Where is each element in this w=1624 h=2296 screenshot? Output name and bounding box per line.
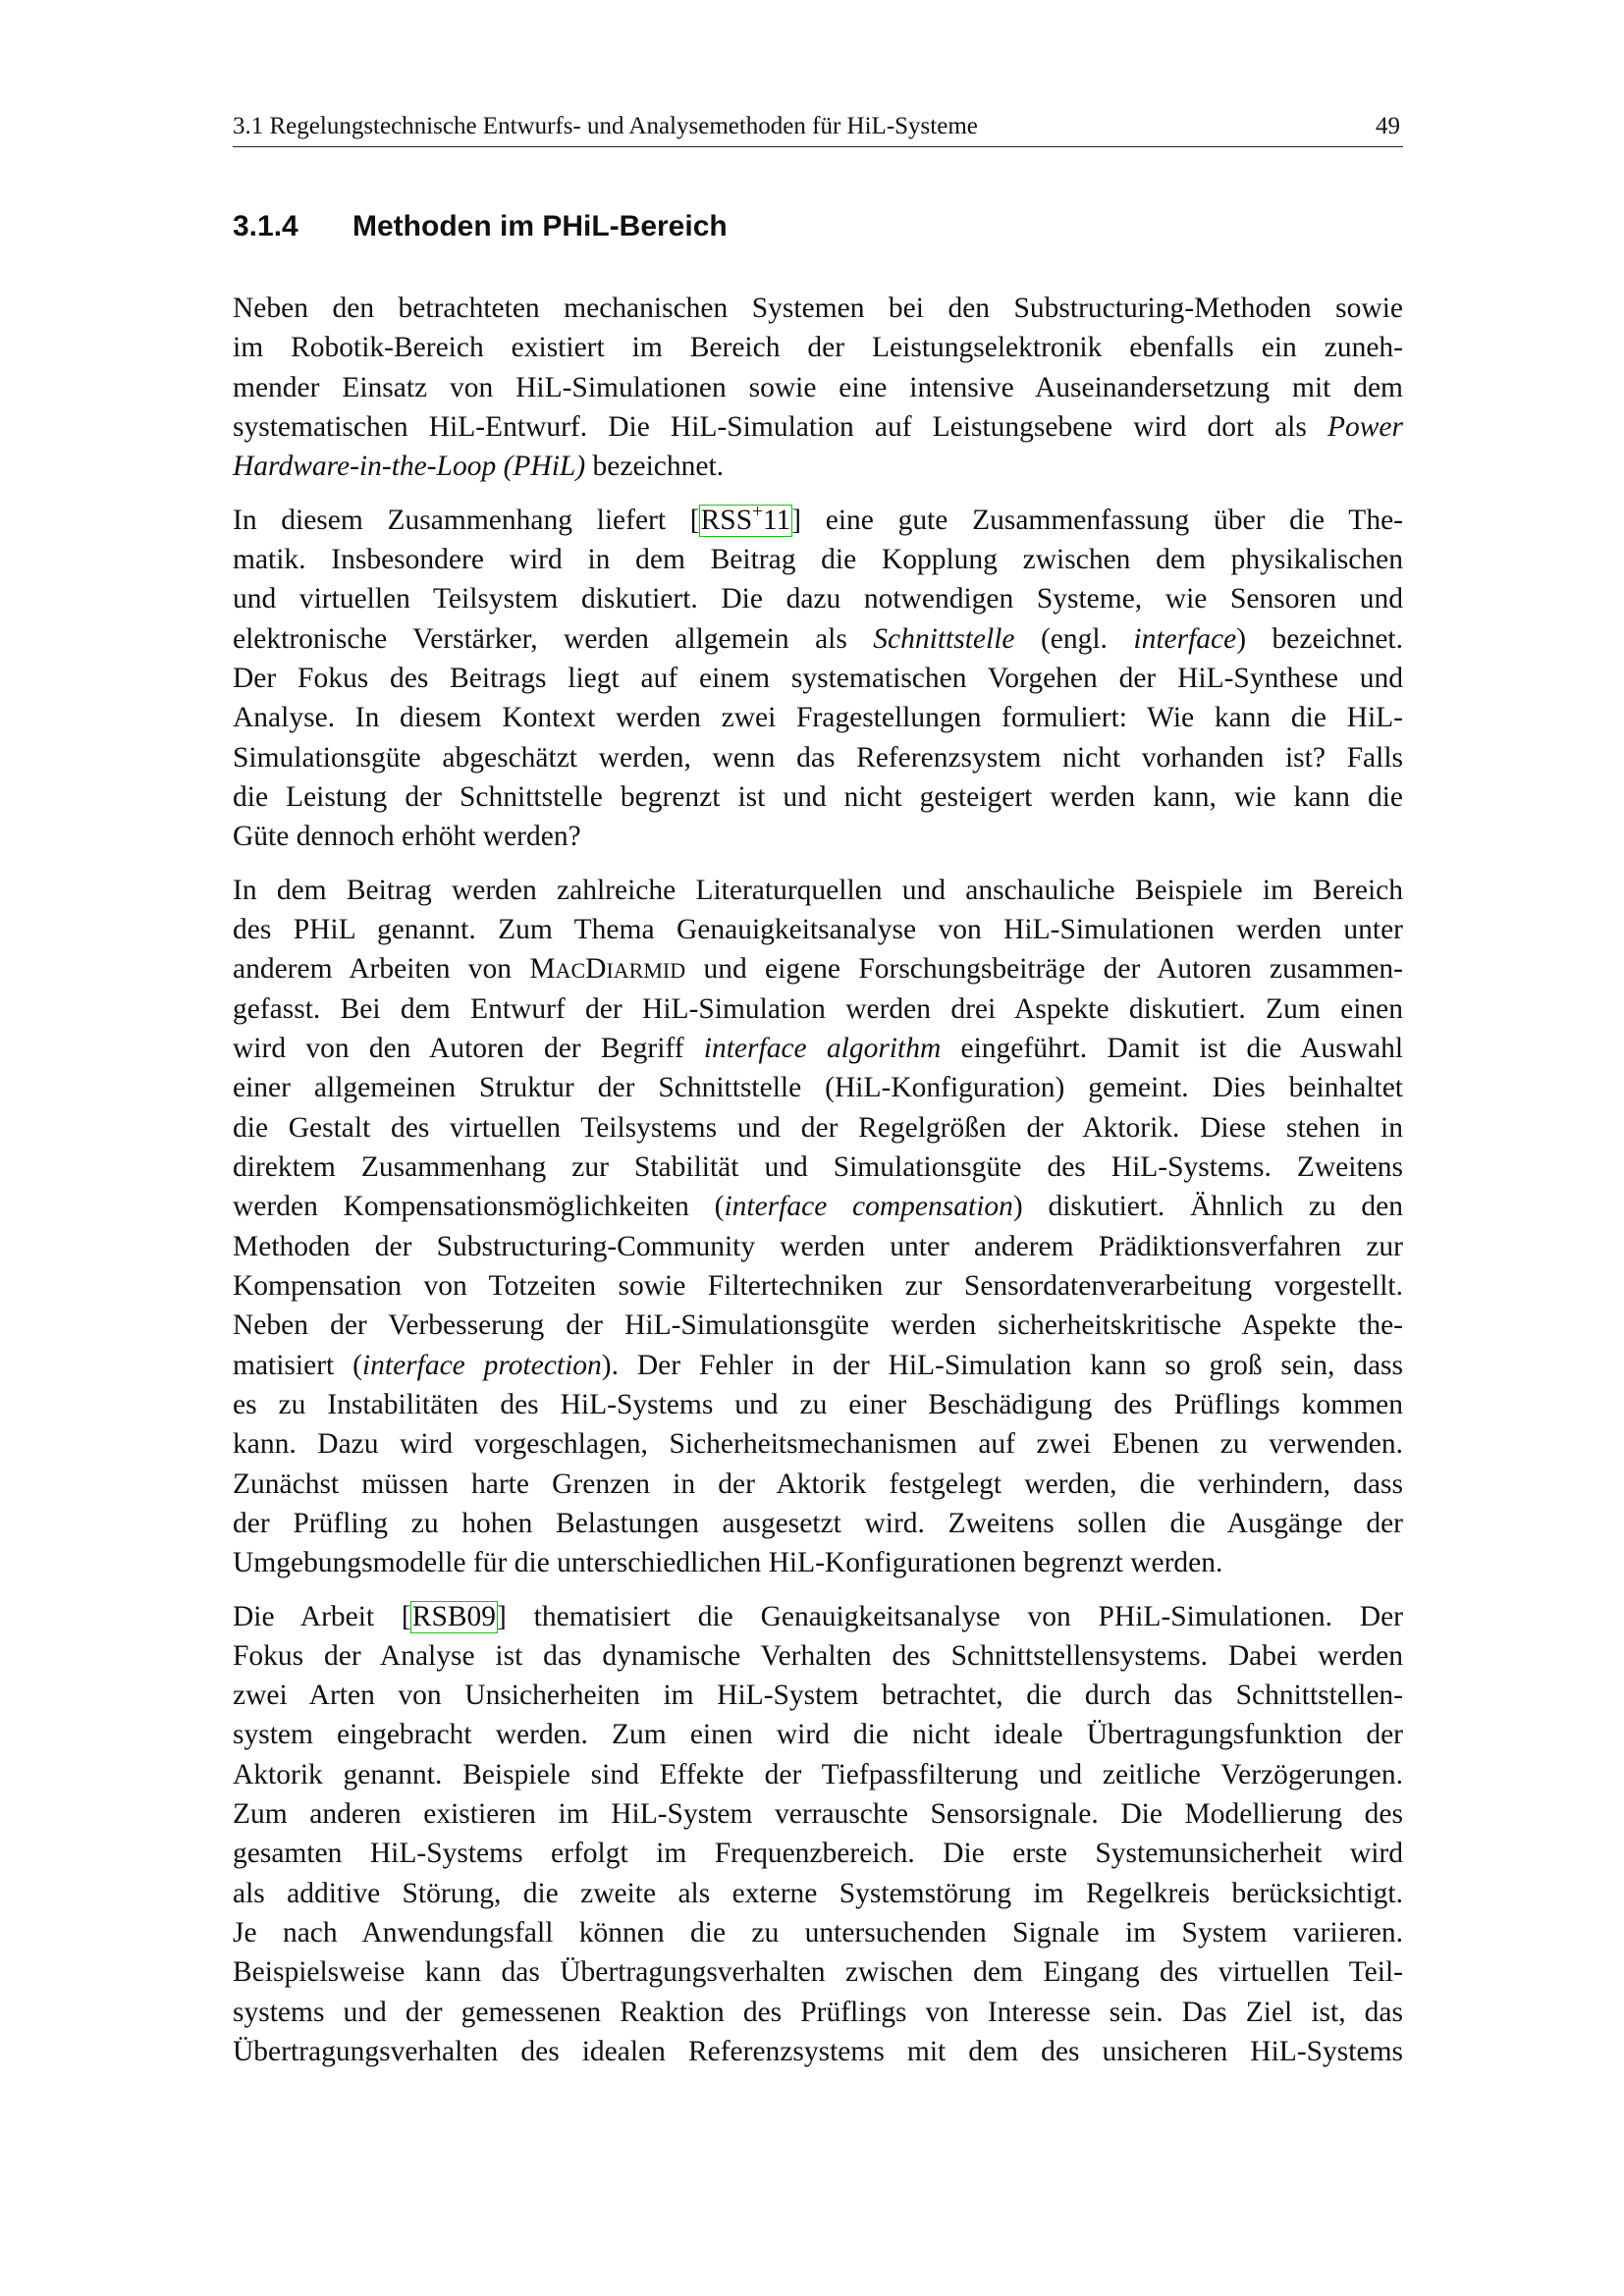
text-line: direktem Zusammenhang zur Stabilität und Simulationsgüte des HiL-Systems. Zweitens (233, 1150, 1403, 1183)
emphasis: interface compensation (724, 1191, 1013, 1223)
text-line: gesamten HiL-Systems erfolgt im Frequenzbereich. Die erste Systemunsicherheit wird (233, 1838, 1403, 1870)
text-line: Beispielsweise kann das Übertragungsverhalten zwischen dem Eingang des virtuellen Teil- (233, 1956, 1403, 1989)
text-line: Übertragungsverhalten des idealen Referenzsystems mit dem des unsicheren HiL-Systems (233, 2036, 1403, 2068)
text-line (233, 1187, 1403, 1226)
text-run: (engl. (1040, 622, 1108, 655)
text-line: In dem Beitrag werden zahlreiche Literaturquellen und anschauliche Beispiele im Bereich (233, 874, 1403, 906)
page-number: 49 (1376, 113, 1400, 139)
text-run: ). Der Fehler in der HiL-Simulation kann so groß sein, dass (601, 1349, 1403, 1381)
emphasis: Hardware-in-the-Loop (PHiL) (233, 451, 586, 483)
paragraph (233, 1597, 1403, 2072)
text-line (233, 1346, 1403, 1385)
text-line: Der Fokus des Beitrags liegt auf einem systematischen Vorgehen der HiL-Synthese und (233, 662, 1403, 694)
text-line: kann. Dazu wird vorgeschlagen, Sicherheitsmechanismen auf zwei Ebenen zu verwenden. (233, 1428, 1403, 1461)
text-line: Je nach Anwendungsfall können die zu untersuchenden Signale im System variieren. (233, 1917, 1403, 1949)
paragraph (233, 289, 1403, 487)
text-line (233, 619, 1403, 659)
text-line: Methoden der Substructuring-Community werden unter anderem Prädiktionsverfahren zur (233, 1230, 1403, 1262)
text-line: Güte dennoch erhöht werden? (233, 821, 581, 853)
text-line: Simulationsgüte abgeschätzt werden, wenn das Referenzsystem nicht vorhanden ist? Falls (233, 741, 1403, 774)
text-run: werden Kompensationsmöglichkeiten ( (233, 1191, 725, 1223)
citation-superscript: + (752, 501, 763, 522)
text-line: Kompensation von Totzeiten sowie Filtertechniken zur Sensordatenverarbeitung vorgestellt. (233, 1269, 1403, 1302)
text-line: einer allgemeinen Struktur der Schnittstelle (HiL-Konfiguration) gemeint. Dies beinhaltet (233, 1072, 1403, 1104)
text-run: In diesem Zusammenhang liefert [ (233, 504, 700, 536)
text-line: Fokus der Analyse ist das dynamische Verhalten des Schnittstellensystems. Dabei werden (233, 1639, 1403, 1672)
text-line: die Leistung der Schnittstelle begrenzt ist und nicht gesteigert werden kann, wie kann die (233, 780, 1403, 813)
text-line (233, 407, 1403, 447)
text-line: der Prüfling zu hohen Belastungen ausgesetzt wird. Zweitens sollen die Ausgänge der (233, 1507, 1403, 1539)
text-run: ] eine gute Zusammenfassung über die The- (791, 504, 1403, 536)
citation-key: RSS (700, 504, 753, 536)
running-header (233, 112, 1403, 147)
text-line (233, 501, 1403, 540)
paragraph (233, 501, 1403, 857)
citation-link[interactable]: RSB09 (411, 1600, 497, 1632)
text-run: und eigene Forschungsbeiträge der Autoren zusammen- (703, 953, 1404, 986)
emphasis: Power (1326, 410, 1404, 443)
text-line: systems und der gemessenen Reaktion des Prüflings von Interesse sein. Das Ziel ist, das (233, 1996, 1403, 2028)
emphasis: Schnittstelle (873, 622, 1015, 655)
citation-link[interactable] (699, 501, 793, 537)
text-line: es zu Instabilitäten des HiL-Systems und zu einer Beschädigung des Prüflings kommen (233, 1388, 1403, 1420)
text-run: matisiert ( (233, 1349, 362, 1381)
text-run: eingeführt. Damit ist die Auswahl (960, 1032, 1404, 1064)
text-run: systematischen HiL-Entwurf. Die HiL-Simulation auf Leistungsebene wird dort als (233, 410, 1307, 443)
emphasis: interface (1133, 622, 1237, 655)
text-line: die Gestalt des virtuellen Teilsystems und der Regelgrößen der Aktorik. Diese stehen in (233, 1111, 1403, 1144)
text-line: im Robotik-Bereich existiert im Bereich der Leistungselektronik ebenfalls ein zuneh- (233, 332, 1403, 364)
text-line: als additive Störung, die zweite als externe Systemstörung im Regelkreis berücksichtigt. (233, 1877, 1403, 1909)
text-line: und virtuellen Teilsystem diskutiert. Die dazu notwendigen Systeme, wie Sensoren und (233, 583, 1403, 615)
text-line: Umgebungsmodelle für die unterschiedlichen HiL-Konfigurationen begrenzt werden. (233, 1547, 1223, 1579)
text-line (233, 949, 1403, 988)
text-line: Neben der Verbesserung der HiL-Simulationsgüte werden sicherheitskritische Aspekte the- (233, 1309, 1403, 1342)
text-line (233, 447, 1403, 486)
running-header-title: 3.1 Regelungstechnische Entwurfs- und Analysemethoden für HiL-Systeme (233, 113, 978, 139)
text-line: matik. Insbesondere wird in dem Beitrag die Kopplung zwischen dem physikalischen (233, 543, 1403, 575)
text-line: mender Einsatz von HiL-Simulationen sowie eine intensive Auseinandersetzung mit dem (233, 371, 1403, 403)
text-line: system eingebracht werden. Zum einen wird die nicht ideale Übertragungsfunktion der (233, 1719, 1403, 1751)
text-line: zwei Arten von Unsicherheiten im HiL-System betrachtet, die durch das Schnittstellen- (233, 1680, 1403, 1712)
text-line: gefasst. Bei dem Entwurf der HiL-Simulation werden drei Aspekte diskutiert. Zum einen (233, 992, 1403, 1025)
emphasis: interface protection (361, 1349, 602, 1381)
text-line: Zum anderen existieren im HiL-System verrauschte Sensorsignale. Die Modellierung des (233, 1798, 1403, 1831)
text-run: elektronische Verstärker, werden allgemein als (233, 622, 847, 655)
text-run: wird von den Autoren der Begriff (233, 1032, 684, 1064)
text-run: Die Arbeit [ (233, 1600, 411, 1632)
text-run: ] thematisiert die Genauigkeitsanalyse von PHiL-Simulationen. Der (497, 1600, 1404, 1632)
paragraph (233, 871, 1403, 1583)
citation-year: 11 (762, 504, 791, 536)
body-text (233, 289, 1403, 2071)
text-line: Aktorik genannt. Beispiele sind Effekte der Tiefpassfilterung und zeitliche Verzögerungen. (233, 1758, 1403, 1790)
text-line: des PHiL genannt. Zum Thema Genauigkeitsanalyse von HiL-Simulationen werden unter (233, 913, 1403, 945)
text-line: Analyse. In diesem Kontext werden zwei Fragestellungen formuliert: Wie kann die HiL- (233, 702, 1403, 734)
text-run: ) diskutiert. Ähnlich zu den (1012, 1191, 1403, 1223)
author-name-smallcaps: MACDIARMID (529, 953, 686, 986)
text-run: anderem Arbeiten von (233, 953, 513, 986)
section-heading (233, 207, 728, 246)
text-run: ) bezeichnet. (1236, 622, 1404, 655)
emphasis: interface algorithm (703, 1032, 942, 1064)
text-run: bezeichnet. (592, 451, 725, 483)
text-line: Zunächst müssen harte Grenzen in der Aktorik festgelegt werden, die verhindern, dass (233, 1468, 1403, 1500)
text-line (233, 1029, 1403, 1068)
section-number: 3.1.4 (233, 210, 298, 242)
text-line (233, 1597, 1403, 1636)
section-title: Methoden im PHiL-Bereich (352, 210, 728, 242)
text-line: Neben den betrachteten mechanischen Systemen bei den Substructuring-Methoden sowie (233, 293, 1403, 324)
